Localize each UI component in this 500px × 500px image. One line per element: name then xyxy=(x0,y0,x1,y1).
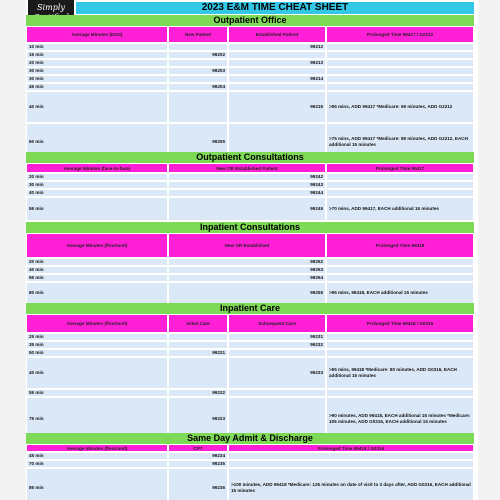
table-cell: 60 min xyxy=(26,123,168,160)
table-cell: >55 mins, ADD 99417 *Medicare: 69 minutes, ADD G2212 xyxy=(326,91,474,123)
table-cell: 85 min xyxy=(26,468,168,500)
column-header: Established Patient xyxy=(228,26,326,43)
table-cell: 80 min xyxy=(26,282,168,304)
table-row xyxy=(26,341,474,349)
table-cell: 55 min xyxy=(26,274,168,282)
table-row xyxy=(26,83,474,91)
table-cell: >75 mins, ADD 99417 *Medicare: 89 minutes, ADD G2212, EACH additional 15 minutes xyxy=(326,123,474,160)
table-cell: 99202 xyxy=(168,51,228,59)
table-cell xyxy=(168,43,228,51)
section-title-sd: Same Day Admit & Discharge xyxy=(26,433,474,444)
table-cell: 99223 xyxy=(168,397,228,441)
table-cell: 55 min xyxy=(26,389,168,397)
table-cell xyxy=(326,341,474,349)
table-cell: 99242 xyxy=(168,173,326,181)
table-cell xyxy=(326,389,474,397)
table-cell: 99234 xyxy=(168,452,228,460)
section-title-oo: Outpatient Office xyxy=(26,15,474,26)
table-cell xyxy=(326,349,474,357)
table-cell xyxy=(326,83,474,91)
table-cell: 99222 xyxy=(168,389,228,397)
table-cell xyxy=(228,452,474,460)
column-header: Subsequent Care xyxy=(228,314,326,333)
section-title-ic: Inpatient Consultations xyxy=(26,222,474,233)
table-cell xyxy=(168,59,228,67)
column-header: Prolonged Time 99418 xyxy=(326,233,474,258)
table-cell: 99232 xyxy=(228,341,326,349)
table-cell: 45 min xyxy=(26,452,168,460)
cheat-sheet-page xyxy=(26,0,478,500)
table-row xyxy=(26,274,474,282)
table-header-ip xyxy=(26,314,474,333)
section-title-ip: Inpatient Care xyxy=(26,303,474,314)
table-row xyxy=(26,197,474,221)
table-cell: >90 minutes, ADD 99418, EACH additional 15 minutes *Medicare: 105 minutes, ADD G0316, EACH additional 15 minutes xyxy=(326,397,474,441)
table-cell: 99213 xyxy=(228,59,326,67)
table-row xyxy=(26,173,474,181)
table-cell: 99203 xyxy=(168,67,228,75)
column-header: Prolonged Time 99418 / G0316 xyxy=(326,314,474,333)
table-cell: 99253 xyxy=(168,266,326,274)
table-cell: 35 min xyxy=(26,341,168,349)
column-header: Prolonged Time 99418 / G0316 xyxy=(228,444,474,452)
table-cell: 99231 xyxy=(228,333,326,341)
table-cell xyxy=(168,357,228,389)
table-cell: 25 min xyxy=(26,333,168,341)
table-cell: >70 mins, ADD 99417, EACH additional 15 minutes xyxy=(326,197,474,221)
table-row xyxy=(26,282,474,304)
column-header: Initial Care xyxy=(168,314,228,333)
column-header: Average Minutes (floor/unit) xyxy=(26,314,168,333)
table-cell: >100 minutes, ADD 99418 *Medicare: 125 minutes on date of visit to 3 days after, ADD G0316, EACH additional 15 minutes xyxy=(228,468,474,500)
table-cell xyxy=(326,173,474,181)
table-cell: 99221 xyxy=(168,349,228,357)
table-cell: 99255 xyxy=(168,282,326,304)
table-cell: 45 min xyxy=(26,83,168,91)
table-row xyxy=(26,357,474,389)
table-cell: 99252 xyxy=(168,258,326,266)
table-row xyxy=(26,181,474,189)
table-cell: 70 min xyxy=(26,460,168,468)
column-header: New OR Established Patient xyxy=(168,163,326,173)
table-cell xyxy=(228,349,326,357)
table-cell: 75 min xyxy=(26,397,168,441)
table-cell: 99204 xyxy=(168,83,228,91)
table-header-sd xyxy=(26,444,474,452)
simply-certified-logo: Simply xyxy=(28,0,74,26)
table-row xyxy=(26,452,474,460)
column-header: Average Minutes (DOS) xyxy=(26,26,168,43)
table-cell: 55 min xyxy=(26,197,168,221)
table-cell: 99243 xyxy=(168,181,326,189)
table-row xyxy=(26,258,474,266)
table-cell xyxy=(228,67,326,75)
table-cell: 99214 xyxy=(228,75,326,83)
table-row xyxy=(26,43,474,51)
table-cell: 40 min xyxy=(26,266,168,274)
table-row xyxy=(26,67,474,75)
table-cell xyxy=(326,258,474,266)
column-header: New Patient xyxy=(168,26,228,43)
table-cell: 20 min xyxy=(26,173,168,181)
table-cell xyxy=(168,341,228,349)
table-cell xyxy=(326,75,474,83)
table-header-ic xyxy=(26,233,474,258)
table-row xyxy=(26,51,474,59)
table-cell: 30 min xyxy=(26,75,168,83)
table-row xyxy=(26,389,474,397)
table-cell: 99244 xyxy=(168,189,326,197)
table-row xyxy=(26,349,474,357)
column-header: Average Minutes (face-to-face) xyxy=(26,163,168,173)
table-cell xyxy=(326,189,474,197)
column-header: New OR Established xyxy=(168,233,326,258)
table-cell: 99254 xyxy=(168,274,326,282)
table-cell: 99233 xyxy=(228,357,326,389)
table-cell xyxy=(326,181,474,189)
table-row xyxy=(26,468,474,500)
table-cell: 10 min xyxy=(26,43,168,51)
table-cell xyxy=(326,274,474,282)
table-cell xyxy=(228,389,326,397)
table-header-oo xyxy=(26,26,474,43)
table-header-oc xyxy=(26,163,474,173)
table-row xyxy=(26,266,474,274)
table-cell: 30 min xyxy=(26,181,168,189)
table-cell: 99235 xyxy=(168,460,228,468)
table-cell xyxy=(228,460,474,468)
column-header: Average Minutes (floor/unit) xyxy=(26,444,168,452)
table-row xyxy=(26,333,474,341)
table-cell: 99205 xyxy=(168,123,228,160)
table-cell xyxy=(326,51,474,59)
table-cell: 20 min xyxy=(26,258,168,266)
column-header: Average Minutes (floor/unit) xyxy=(26,233,168,258)
table-row xyxy=(26,59,474,67)
table-row xyxy=(26,91,474,123)
table-cell xyxy=(326,266,474,274)
section-title-oc: Outpatient Consultations xyxy=(26,152,474,163)
table-cell: 99215 xyxy=(228,91,326,123)
table-cell: 99245 xyxy=(168,197,326,221)
table-cell xyxy=(228,51,326,59)
table-cell xyxy=(326,43,474,51)
table-cell xyxy=(326,67,474,75)
column-header: Prolonged Time 99417 xyxy=(326,163,474,173)
table-row xyxy=(26,189,474,197)
table-cell: 40 min xyxy=(26,357,168,389)
table-cell: 50 min xyxy=(26,349,168,357)
table-cell xyxy=(168,333,228,341)
column-header: CPT xyxy=(168,444,228,452)
table-cell: 99236 xyxy=(168,468,228,500)
table-cell: >95 mins, 99418, EACH additional 15 minutes xyxy=(326,282,474,304)
table-cell xyxy=(326,333,474,341)
table-cell xyxy=(326,59,474,67)
table-cell: 20 min xyxy=(26,59,168,67)
table-row xyxy=(26,460,474,468)
column-header: Prolonged Time 99417 / G2212 xyxy=(326,26,474,43)
table-cell: 30 min xyxy=(26,67,168,75)
page-title: 2023 E&M TIME CHEAT SHEET xyxy=(76,2,474,14)
table-cell xyxy=(168,91,228,123)
table-cell: >55 mins, 99418 *Medicare: 80 minutes, ADD G0316, EACH additional 15 minutes xyxy=(326,357,474,389)
table-cell: 40 min xyxy=(26,91,168,123)
table-cell xyxy=(228,83,326,91)
table-cell: 15 min xyxy=(26,51,168,59)
table-cell xyxy=(168,75,228,83)
table-row xyxy=(26,75,474,83)
table-cell: 99212 xyxy=(228,43,326,51)
table-cell: 40 min xyxy=(26,189,168,197)
